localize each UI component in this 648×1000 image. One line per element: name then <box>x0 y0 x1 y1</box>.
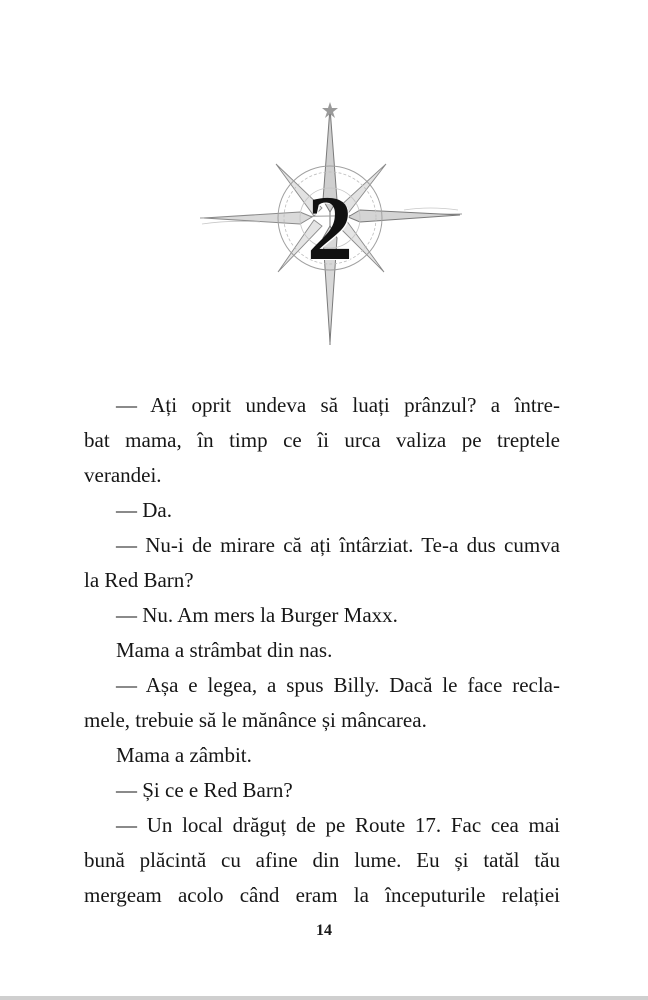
text-line: verandei. <box>84 463 162 487</box>
text-line: — Un local drăguț de pe Route 17. Fac cea mai <box>116 813 560 837</box>
text-line: — Și ce e Red Barn? <box>116 778 293 802</box>
text-line: — Așa e legea, a spus Billy. Dacă le face recla- <box>116 673 560 697</box>
chapter-heading <box>190 100 470 350</box>
text-line: la Red Barn? <box>84 568 194 592</box>
text-line: bună plăcintă cu afine din lume. Eu și tatăl tău <box>84 848 560 872</box>
text-line: bat mama, în timp ce îi urca valiza pe treptele <box>84 428 560 452</box>
page-number: 14 <box>316 922 332 939</box>
text-line: — Da. <box>116 498 172 522</box>
page-bottom-edge <box>0 996 648 1000</box>
body-text <box>84 388 560 913</box>
text-line: — Nu-i de mirare că ați întârziat. Te-a dus cumva <box>116 533 560 557</box>
text-line: mergeam acolo când eram la începuturile relației <box>84 883 560 907</box>
text-line: Mama a zâmbit. <box>116 743 252 767</box>
text-line: — Ați oprit undeva să luați prânzul? a între- <box>116 393 560 417</box>
text-line: Mama a strâmbat din nas. <box>116 638 333 662</box>
chapter-number: 2 <box>307 177 353 279</box>
text-line: mele, trebuie să le mănânce și mâncarea. <box>84 708 427 732</box>
text-line: — Nu. Am mers la Burger Maxx. <box>116 603 398 627</box>
